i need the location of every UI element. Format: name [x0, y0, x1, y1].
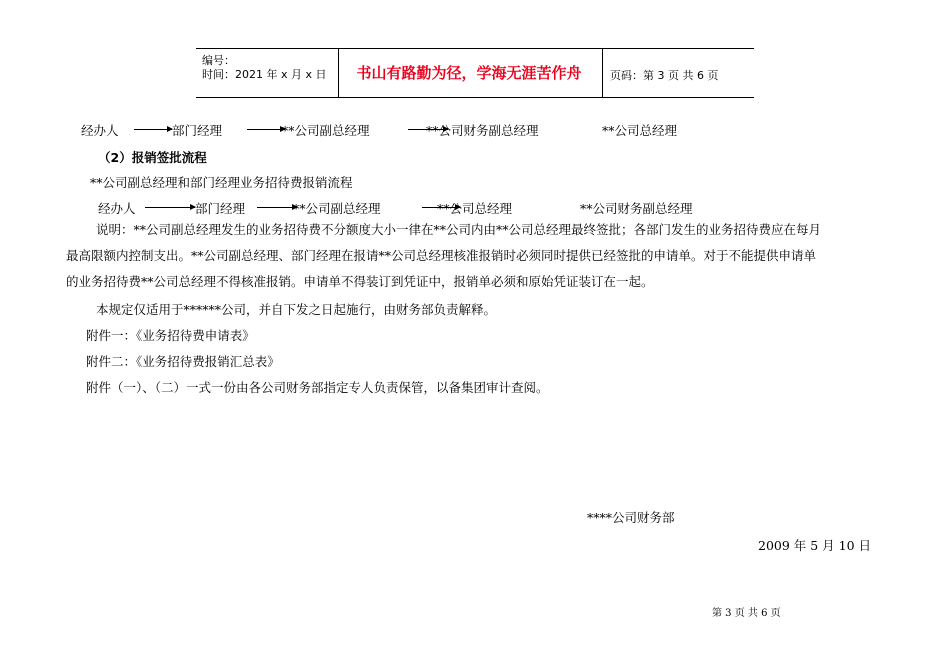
flow-step-finance-deputy-gm: **公司财务副总经理: [426, 123, 539, 138]
flow-step-deputy-gm: **公司副总经理: [282, 123, 370, 138]
attachment-1: 附件一：《业务招待费申请表》: [86, 328, 255, 343]
flow-step-handler: 经办人: [98, 201, 136, 216]
flow-arrow: [145, 207, 195, 208]
section-title: （2）报销签批流程: [98, 150, 207, 165]
signature-department: ****公司财务部: [587, 510, 675, 525]
document-number-label: 编号：: [202, 54, 235, 67]
attachment-2: 附件二：《业务招待费报销汇总表》: [86, 354, 280, 369]
document-header: [196, 48, 754, 98]
flow-step-department-manager: 部门经理: [172, 123, 223, 138]
flow-step-gm: **公司总经理: [602, 123, 678, 138]
signature-date: 2009 年 5 月 10 日: [758, 538, 872, 553]
flow-step-handler: 经办人: [81, 123, 119, 138]
document-time-label: 时间：2021 年 x 月 x 日: [202, 68, 327, 81]
effective-statement: 本规定仅适用于******公司，并自下发之日起施行，由财务部负责解释。: [96, 302, 497, 317]
flow-arrow: [257, 207, 297, 208]
flow-step-gm: **公司总经理: [437, 201, 513, 216]
flow-step-finance-deputy-gm: **公司财务副总经理: [580, 201, 693, 216]
header-divider-right: [602, 49, 603, 97]
flow-arrow: [247, 129, 285, 130]
flow-step-department-manager: 部门经理: [195, 201, 246, 216]
flow-step-deputy-gm: **公司副总经理: [293, 201, 381, 216]
header-page-label: 页码：第 3 页 共 6 页: [610, 69, 719, 82]
section-subtitle: **公司副总经理和部门经理业务招待费报销流程: [90, 175, 353, 190]
page-footer: 第 3 页 共 6 页: [712, 608, 781, 619]
flow-arrow: [134, 129, 172, 130]
attachment-note: 附件（一）、（二）一式一份由各公司财务部指定专人负责保管，以备集团审计查阅。: [86, 380, 549, 395]
header-slogan: 书山有路勤为径，学海无涯苦作舟: [356, 64, 582, 82]
explanation-line-3: 的业务招待费**公司总经理不得核准报销。申请单不得装订到凭证中，报销单必须和原始凭证装订在一起。: [66, 274, 654, 289]
explanation-line-2: 最高限额内控制支出。**公司副总经理、部门经理在报请**公司总经理核准报销时必须同时提供已经签批的申请单。对于不能提供申请单: [66, 248, 817, 263]
explanation-line-1: 说明：**公司副总经理发生的业务招待费不分额度大小一律在**公司内由**公司总经理最终签批；各部门发生的业务招待费应在每月: [96, 222, 822, 237]
